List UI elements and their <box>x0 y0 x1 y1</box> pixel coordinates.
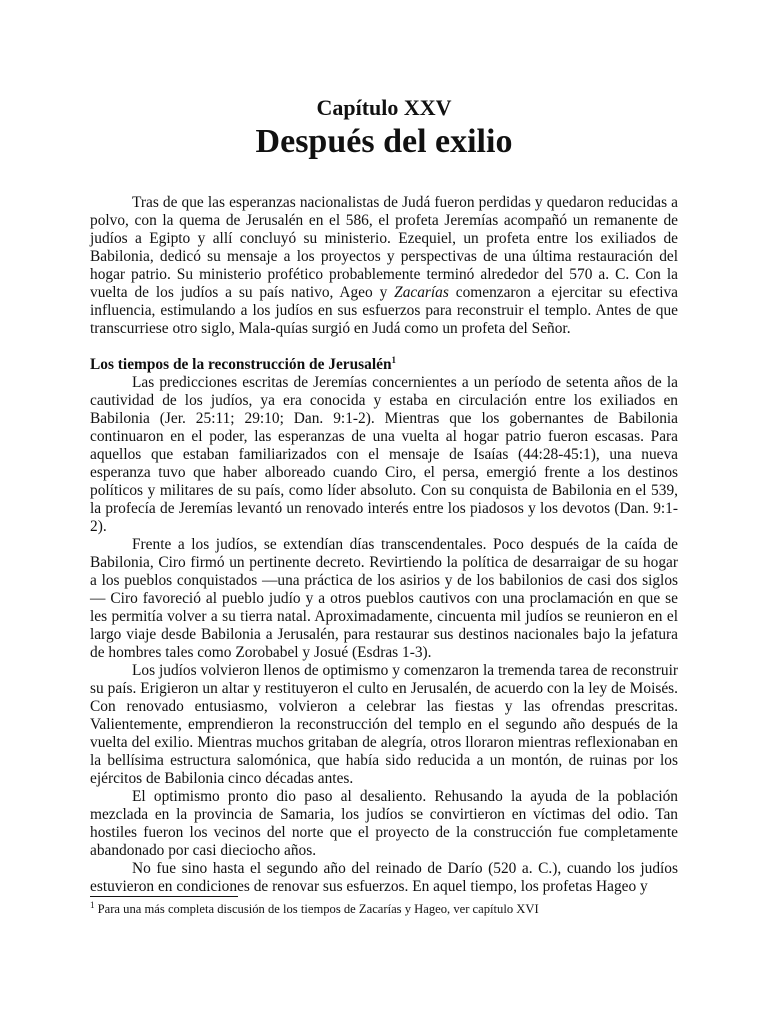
body-paragraph-2: Frente a los judíos, se extendían días transcendentales. Poco después de la caída de Babilonia, Ciro firmó un pertinente decreto. Revirtiendo la política de desarraigar de su hogar a los pueblos conquistados —una práctica de los asirios y de los babilonios de casi dos siglos— Ciro favoreció al pueblo judío y a otros pueblos cautivos con una proclamación en que se les permitía volver a su tierra natal. Aproximadamente, cincuenta mil judíos se reunieron en el largo viaje desde Babilonia a Jerusalén, para restaurar sus destinos nacionales bajo la jefatura de hombres tales como Zorobabel y Josué (Esdras 1-3). <box>90 536 678 661</box>
intro-text-before: Tras de que las esperanzas nacionalistas de Judá fueron perdidas y quedaron reducidas a polvo, con la quema de Jerusalén en el 586, el profeta Jeremías acompañó un remanente de judíos a Egipto y allí concluyó su ministerio. Ezequiel, un profeta entre los exiliados de Babilonia, dedicó su mensaje a los proyectos y perspectivas de una última restauración del hogar patrio. Su ministerio profético probablemente terminó alrededor del 570 a. C. Con la vuelta de los judíos a su país nativo, Ageo y <box>90 194 678 301</box>
chapter-title: Después del exilio <box>255 123 513 160</box>
body-paragraph-1: Las predicciones escritas de Jeremías concernientes a un período de setenta años de la cautividad de los judíos, ya era conocida y estaba en circulación entre los exiliados en Babilonia (Jer. 25:11; 29:10; Dan. 9:1-2). Mientras que los gobernantes de Babilonia continuaron en el poder, las esperanzas de una vuelta al hogar patrio fueron escasas. Para aquellos que estaban familiarizados con el mensaje de Isaías (44:28-45:1), una nueva esperanza tuvo que haber alboreado cuando Ciro, el persa, emergió frente a los destinos políticos y militares de su país, como líder absoluto. Con su conquista de Babilonia en el 539, la profecía de Jeremías levantó un renovado interés entre los piadosos y los devotos (Dan. 9:1-2). <box>90 374 678 535</box>
intro-emphasis: Zacarías <box>394 284 449 301</box>
footnote <box>90 901 678 917</box>
footnote-reference[interactable]: 1 <box>391 354 397 365</box>
footnote-marker: 1 <box>90 899 95 910</box>
intro-paragraph <box>90 194 678 338</box>
intro-text-after: comenzaron a ejercitar su efectiva influencia, estimulando a los judíos en sus esfuerzos para reconstruir el templo. Antes de que transcurriese otro siglo, Mala-quías surgió en Judá como un profeta del Señor. <box>90 284 678 337</box>
section-heading-text: Los tiempos de la reconstrucción de Jerusalén <box>90 356 392 373</box>
body-paragraph-4: El optimismo pronto dio paso al desaliento. Rehusando la ayuda de la población mezclada en la provincia de Samaria, los judíos se convirtieron en víctimas del odio. Tan hostiles fueron los vecinos del norte que el proyecto de la construcción fue completamente abandonado por casi dieciocho años. <box>90 788 678 859</box>
chapter-label: Capítulo XXV <box>316 95 452 120</box>
section-heading <box>90 356 678 374</box>
body-paragraph-3: Los judíos volvieron llenos de optimismo y comenzaron la tremenda tarea de reconstruir su país. Erigieron un altar y restituyeron el culto en Jerusalén, de acuerdo con la ley de Moisés. Con renovado entusiasmo, volvieron a celebrar las fiestas y las ofrendas prescritas. Valientemente, emprendieron la reconstrucción del templo en el segundo año después de la vuelta del exilio. Mientras muchos gritaban de alegría, otros lloraron mientras reflexionaban en la bellísima estructura salomónica, que había sido reducida a un montón, de ruinas por los ejércitos de Babilonia cinco décadas antes. <box>90 662 678 787</box>
page-body <box>90 94 678 896</box>
body-paragraph-5: No fue sino hasta el segundo año del reinado de Darío (520 a. C.), cuando los judíos estuvieron en condiciones de renovar sus esfuerzos. En aquel tiempo, los profetas Hageo y <box>90 860 678 895</box>
footnote-text: Para una más completa discusión de los tiempos de Zacarías y Hageo, ver capítulo XVI <box>94 902 539 916</box>
footnote-divider <box>90 896 238 897</box>
